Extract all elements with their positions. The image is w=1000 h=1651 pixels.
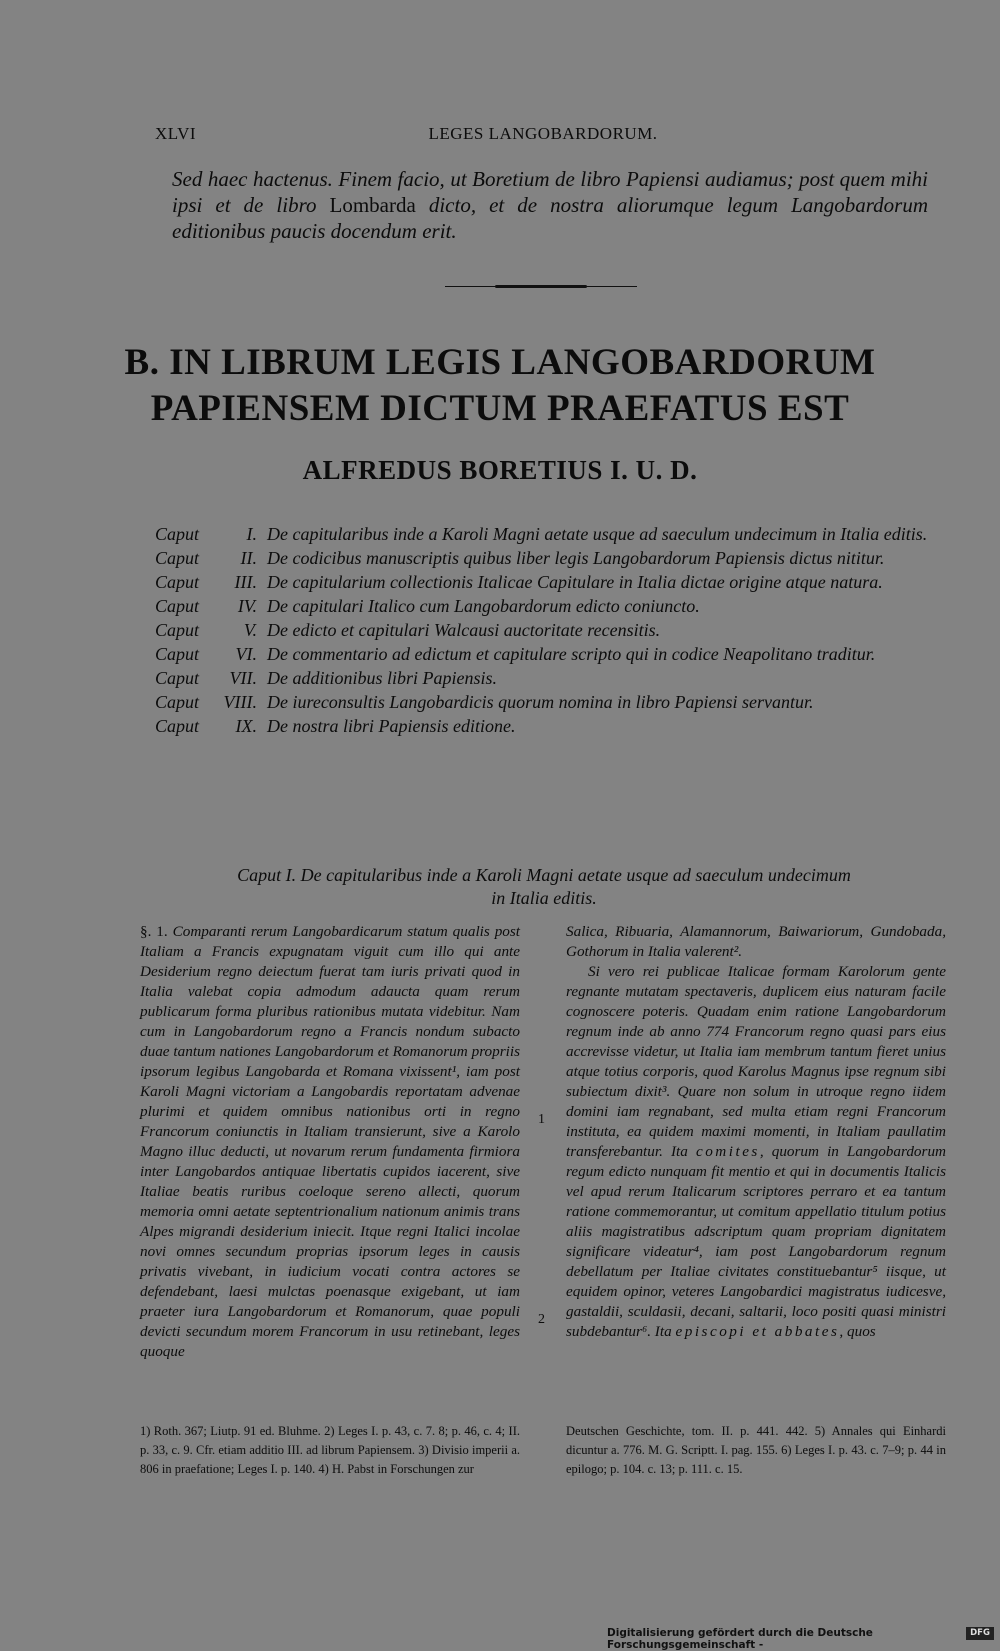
toc-row: Caput VIII. De iureconsultis Langobardicis quorum nomina in libro Papiensi servantur.: [155, 692, 814, 712]
body-text-right-b: Si vero rei publicae Italicae formam Karolorum gente regnante mutatam spectaveris, duplicem eius naturam facile cognoscere poteris. Quadam enim ratione Langobardorum regnum inde ab anno 774 Francorum regno quasi pars eius accrevisse videtur, ut Italia iam membrum tantum fieret unius atque totius corporis, quod Karolus Magnus ipse regnum sibi subiectum dixit³. Quare non solum in utroque regno iidem domini iam regnabant, sed multa etiam regni Francorum instituta, ea quidem maximi momenti, in Italiam paullatim transferebantur. Ita: [566, 963, 946, 1160]
body-text-right-d: , quos: [839, 1323, 876, 1340]
spaced-comites: comites: [695, 1143, 760, 1160]
toc-row: Caput VII. De additionibus libri Papiensis.: [155, 668, 498, 688]
ornamental-rule: [445, 285, 637, 289]
title-line-1: B. IN LIBRUM LEGIS LANGOBARDORUM: [124, 342, 876, 383]
page-number: XLVI: [155, 124, 197, 143]
body-column-left: [140, 922, 520, 1362]
margin-note-1: 1: [538, 1112, 545, 1127]
section-title: [0, 340, 1000, 432]
toc-row: Caput V. De edicto et capitulari Walcausi auctoritate recensitis.: [155, 620, 661, 640]
body-paragraph-right: [566, 962, 946, 1342]
toc-row: Caput IX. De nostra libri Papiensis editione.: [155, 716, 516, 736]
footnotes-left: 1) Roth. 367; Liutp. 91 ed. Bluhme. 2) Leges I. p. 43, c. 7. 8; p. 46, c. 4; II. p. 33, c. 9. Cfr. etiam additio III. ad librum Papiensem. 3) Divisio imperii a. 806 in praefatione; Leges I. p. 140. 4) H. Pabst in Forschungen zur: [140, 1424, 520, 1476]
author-line: ALFREDUS BORETIUS I. U. D.: [302, 455, 698, 485]
digitization-credit: Digitalisierung gefördert durch die Deutsche Forschungsgemeinschaft -: [607, 1627, 873, 1651]
toc-row: Caput VI. De commentario ad edictum et capitulare scripto qui in codice Neapolitano traditur.: [155, 644, 876, 664]
chapter-heading-line-2: in Italia editis.: [491, 888, 597, 908]
body-text-right-c: , quorum in Langobardorum regum edicto nunquam fit mentio et qui in documentis Italicis vel apud rerum Italicarum scriptores perraro et ea tantum ratione commemorantur, ut comitum appellatio titulum potius aliis magistratibus adscriptum quam propriam dignitatem significare videatur⁴, iam post Langobardorum regnum debellatum per Italiae civitates constituebantur⁵ iisque, ut equidem opinor, veteres Langobardici magistratus iudicesve, gastaldii, sculdasii, decani, saltarii, loco positi quasi ministri subdebantur⁶. Ita: [566, 1143, 947, 1340]
body-column-right: [566, 922, 946, 1342]
intro-lombarda: Lombarda: [329, 193, 416, 217]
toc-row: Caput IV. De capitulari Italico cum Langobardorum edicto coniuncto.: [155, 596, 700, 616]
chapter-heading: [155, 864, 933, 910]
title-line-2: PAPIENSEM DICTUM PRAEFATUS EST: [150, 388, 850, 429]
footnotes-right: Deutschen Geschichte, tom. II. p. 441. 442. 5) Annales qui Einhardi dicuntur a. 776. M. G. Scriptt. I. pag. 155. 6) Leges I. p. 43. c. 7–9; p. 44 in epilogo; p. 104. c. 13; p. 111. c. 15.: [566, 1424, 946, 1476]
table-of-contents: [155, 522, 933, 738]
body-text-left: Comparanti rerum Langobardicarum statum qualis post Italiam a Francis expugnatam viguit cum illo qui ante Desiderium regno deiectum fuerat tam iuris privati quod in Italia valebat copia admodum adaucta quam rerum publicarum forma pluribus rationibus mutata videbitur. Nam cum in Langobardorum regno a Francis nondum subacto duae tantum nationes Langobardorum et Romanorum propriis ipsorum legibus Langobarda et Romana vixissent¹, iam post Karoli Magni victoriam a Langobardis reportatam advenae plurimi et quidem omnibus nationibus orti in regno Francorum coniunctis in Italiam transierunt, sive a Karolo Magno illuc deducti, ut novarum rerum fundamenta firmiora inter Langobardos antiquae libertatis cupidos iacerent, sive Italiae beatis ruribus coeloque sereno allecti, quorum memoria omni aetate septentrionalium nationum animis trans Alpes migrandi desiderium iniecit. Itque regni Italici incolae novi omnes secundum proprias ipsorum leges in causis privatis vivebant, in iudicium vocati contra actores se defendebant, laesi mulctas poenasque exigebant, ut iam praeter iura Langobardorum et Romanorum, quae populi devicti secundum morem Francorum in usu retinebant, leges quoque: [140, 923, 521, 1360]
paragraph-number: §. 1.: [140, 923, 168, 940]
spaced-episcopi: episcopi et abbates: [675, 1323, 840, 1340]
intro-paragraph: [172, 166, 928, 244]
toc-row: Caput II. De codicibus manuscriptis quibus liber legis Langobardorum Papiensis dictus nititur.: [155, 548, 885, 568]
toc-row: Caput III. De capitularium collectionis Italicae Capitulare in Italia dictae origine atque natura.: [155, 572, 883, 592]
margin-note-2: 2: [538, 1312, 545, 1327]
dfg-logo: DFG: [966, 1627, 994, 1640]
running-title: LEGES LANGOBARDORUM.: [428, 124, 658, 143]
toc-row: Caput I. De capitularibus inde a Karoli Magni aetate usque ad saeculum undecimum in Italia editis.: [155, 524, 928, 544]
intro-text-a: Sed haec hactenus. Finem facio, ut Boretium de libro Papiensi audiamus; post quem mihi ipsi et de libro: [172, 167, 928, 217]
chapter-heading-line-1: Caput I. De capitularibus inde a Karoli Magni aetate usque ad saeculum undecimum: [237, 865, 851, 885]
body-text-right-a: Salica, Ribuaria, Alamannorum, Baiwariorum, Gundobada, Gothorum in Italia valerent².: [566, 923, 946, 960]
intro-text-c: dicto, et de nostra aliorumque legum Langobardorum editionibus paucis docendum erit.: [172, 193, 928, 243]
